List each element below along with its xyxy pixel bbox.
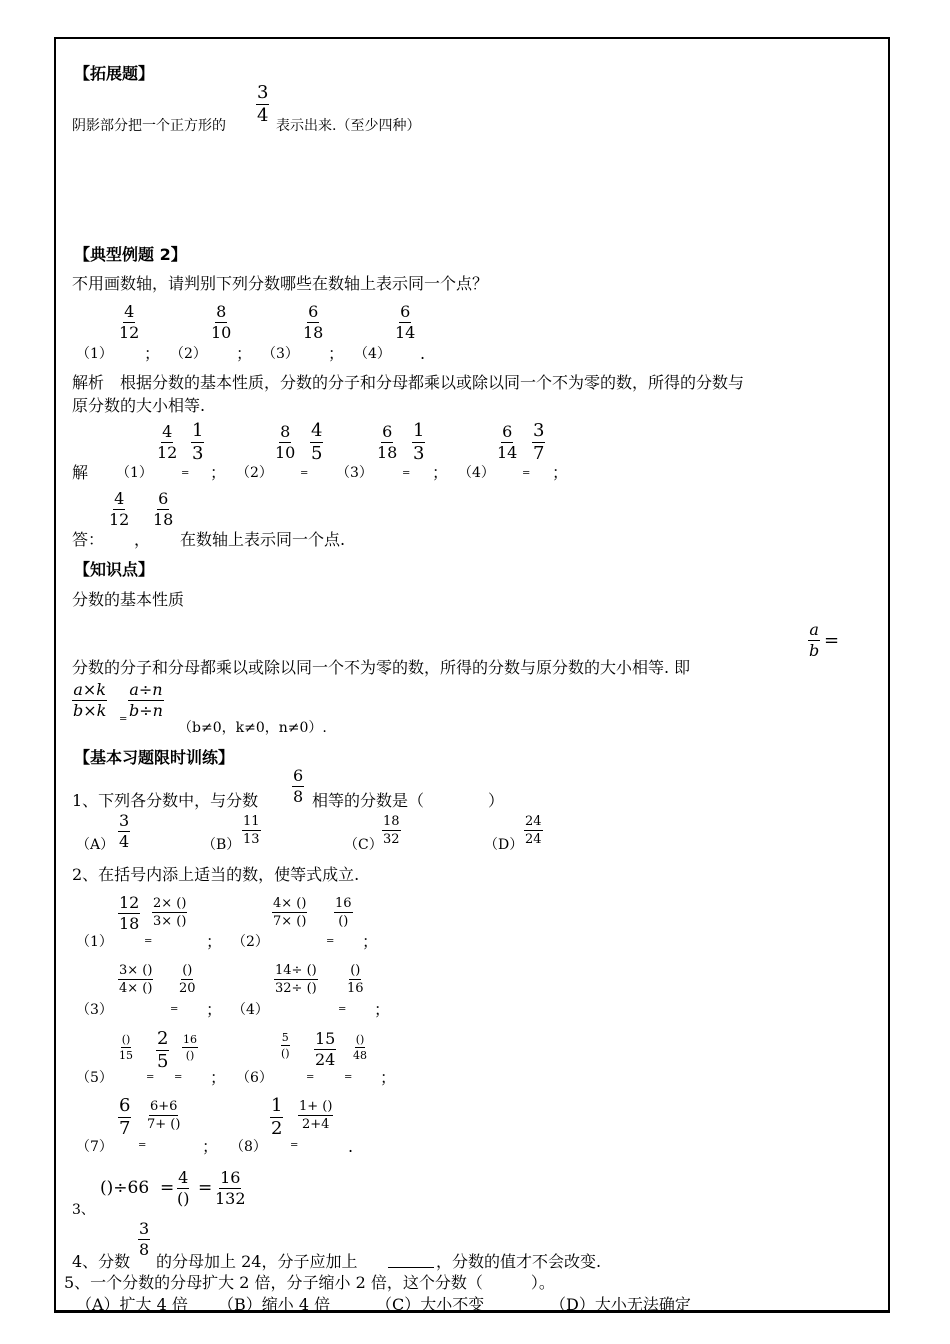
denominator: 2: [271, 1118, 283, 1139]
q3-fraction-2: [214, 1170, 247, 1207]
equals-sign: =: [144, 936, 153, 947]
denominator: 15: [119, 1049, 133, 1062]
q1-option-label-d: （D）: [484, 837, 524, 853]
option-label-1: （1）: [76, 346, 113, 362]
q1-option-fraction-c: [382, 815, 401, 846]
numerator: 3× (): [119, 963, 153, 978]
denominator: 18: [377, 443, 398, 462]
denominator: 4× (): [119, 981, 153, 996]
numerator: 16: [335, 896, 352, 911]
denominator: 10: [211, 323, 232, 342]
knowledge-condition: （b≠0，k≠0，n≠0）.: [178, 720, 327, 736]
q2-item-label-3: （3）: [76, 1002, 113, 1018]
denominator: 12: [119, 323, 140, 342]
knowledge-fraction-ab: [808, 622, 820, 659]
denominator: 32÷ (): [275, 981, 317, 996]
q2-item6-fraction-1: [280, 1032, 291, 1059]
numerator: 6: [158, 489, 169, 508]
q1-text-start: 1、下列各分数中，与分数: [72, 791, 259, 810]
denominator: (): [177, 1189, 190, 1208]
solution-label-3: （3）: [336, 465, 373, 481]
option-label-2: （2）: [170, 346, 207, 362]
solution-label-2: （2）: [236, 465, 273, 481]
numerator: a: [809, 620, 819, 639]
numerator: 4: [114, 489, 125, 508]
denominator: 14: [497, 443, 518, 462]
numerator: 4: [311, 420, 323, 441]
equals-sign: =: [181, 468, 190, 479]
numerator: (): [350, 963, 361, 978]
numerator: 2× (): [153, 896, 187, 911]
tuozhan-fraction: [256, 84, 269, 125]
q2-item-label-1: （1）: [76, 934, 113, 950]
q5-option-d: （D）大小无法确定: [550, 1295, 691, 1314]
q1-text-end: 相等的分数是（ ）: [312, 791, 505, 810]
q2-item-label-7: （7）: [76, 1139, 113, 1155]
q2-item7-fraction-2: [146, 1100, 181, 1131]
semicolon: ；: [552, 463, 569, 482]
knowledge-title: 分数的基本性质: [72, 590, 185, 609]
solution-label: 解: [72, 463, 89, 482]
answer-text: 在数轴上表示同一个点.: [180, 530, 346, 549]
q1-option-label-b: （B）: [202, 837, 241, 853]
equals-sign: =: [344, 1072, 353, 1083]
semicolon: ；: [210, 463, 227, 482]
numerator: 15: [315, 1029, 336, 1048]
analysis-line-2: 原分数的大小相等.: [72, 396, 206, 415]
equals-sign: =: [174, 1072, 183, 1083]
solution-fraction-1b: [191, 422, 204, 463]
answer-fraction-1: [108, 491, 130, 528]
q5-text: 5、一个分数的分母扩大 2 倍，分子缩小 2 倍，这个分数（ ）。: [64, 1273, 555, 1292]
denominator: 5: [311, 443, 323, 464]
q2-item-label-6: （6）: [236, 1070, 273, 1086]
q2-item3-fraction-1: [118, 964, 153, 995]
numerator: a×k: [73, 680, 106, 699]
numerator: 6+6: [150, 1099, 178, 1114]
q2-item5-fraction-2: [156, 1030, 169, 1071]
equals-sign: =: [198, 1178, 213, 1198]
numerator: 4× (): [273, 896, 307, 911]
q2-item-label-8: （8）: [230, 1139, 267, 1155]
q5-option-b: （B）缩小 4 倍: [218, 1295, 331, 1314]
denominator: b×k: [73, 701, 107, 720]
numerator: 6: [502, 422, 513, 441]
solution-label-4: （4）: [458, 465, 495, 481]
tuozhan-question-start: 阴影部分把一个正方形的: [72, 118, 226, 134]
q2-text: 2、在括号内添上适当的数，使等式成立.: [72, 865, 360, 884]
equals-sign: =: [170, 1004, 179, 1015]
numerator: 3: [257, 82, 269, 103]
equals-sign: =: [306, 1072, 315, 1083]
numerator: 16: [183, 1033, 197, 1046]
denominator: 3: [413, 443, 425, 464]
semicolon: ；: [202, 1137, 219, 1156]
equals-sign: =: [146, 1072, 155, 1083]
option-fraction-2: [210, 304, 232, 341]
numerator: a÷n: [129, 680, 163, 699]
denominator: 8: [139, 1240, 150, 1259]
denominator: 7× (): [273, 914, 307, 929]
numerator: 1: [192, 420, 204, 441]
option-label-4: （4）: [354, 346, 391, 362]
equals-sign: =: [338, 1004, 347, 1015]
q5-option-a: （A）扩大 4 倍: [76, 1295, 188, 1314]
knowledge-body: 分数的分子和分母都乘以或除以同一个不为零的数，所得的分数与原分数的大小相等. 即: [72, 658, 691, 677]
numerator: 12: [119, 893, 140, 912]
q2-item-label-4: （4）: [232, 1002, 269, 1018]
denominator: (): [338, 914, 349, 929]
semicolon: ；: [328, 344, 345, 363]
numerator: 14÷ (): [275, 963, 317, 978]
numerator: 16: [220, 1168, 241, 1187]
q1-option-fraction-a: [118, 813, 130, 850]
numerator: 4: [178, 1168, 189, 1187]
denominator: 7+ (): [147, 1117, 181, 1132]
equals-sign: =: [138, 1140, 147, 1151]
denominator: 32: [383, 832, 400, 847]
numerator: 1+ (): [299, 1099, 333, 1114]
knowledge-fraction-k: [72, 682, 107, 719]
answer-fraction-2: [152, 491, 174, 528]
q1-option-fraction-d: [524, 815, 543, 846]
option-label-3: （3）: [262, 346, 299, 362]
numerator: (): [182, 963, 193, 978]
semicolon: ；: [380, 1068, 397, 1087]
numerator: 5: [281, 1031, 289, 1044]
numerator: 3: [139, 1219, 150, 1238]
denominator: 13: [243, 832, 260, 847]
tuozhan-heading: 【拓展题】: [74, 64, 155, 83]
q4-text-start: 4、分数: [72, 1252, 131, 1271]
q2-item8-fraction-1: [270, 1097, 283, 1138]
denominator: 4: [257, 105, 269, 126]
q2-item2-fraction-2: [334, 897, 353, 928]
denominator: (): [185, 1049, 195, 1062]
q2-item1-fraction-2: [152, 897, 187, 928]
equals-sign: =: [326, 936, 335, 947]
semicolon: ；: [206, 1000, 223, 1019]
solution-fraction-2a: [274, 424, 296, 461]
q1-option-label-c: （C）: [344, 837, 383, 853]
solution-fraction-2b: [310, 422, 323, 463]
equals-sign: =: [522, 468, 531, 479]
q4-fraction: [138, 1221, 150, 1258]
denominator: 24: [525, 832, 542, 847]
q2-item-label-2: （2）: [232, 934, 269, 950]
q2-item2-fraction-1: [272, 897, 307, 928]
denominator: b: [809, 641, 820, 660]
q4-text-end: ，分数的值才不会改变.: [436, 1252, 602, 1271]
equals-sign: =: [300, 468, 309, 479]
q4-blank[interactable]: [388, 1253, 434, 1268]
q1-option-label-a: （A）: [76, 837, 115, 853]
solution-label-1: （1）: [116, 465, 153, 481]
analysis-line-1: 解析 根据分数的基本性质，分数的分子和分母都乘以或除以同一个不为零的数，所得的分数与: [72, 373, 745, 392]
tuozhan-question-end: 表示出来.（至少四种）: [276, 118, 421, 134]
q2-item6-fraction-2: [314, 1031, 336, 1068]
q2-item-label-5: （5）: [76, 1070, 113, 1086]
knowledge-fraction-n: [128, 682, 164, 719]
denominator: 18: [303, 323, 324, 342]
semicolon: ；: [362, 932, 379, 951]
q5-option-c: （C）大小不变: [376, 1295, 485, 1314]
q2-item4-fraction-2: [346, 964, 365, 995]
numerator: 3: [119, 811, 130, 830]
period: .: [348, 1137, 354, 1156]
numerator: 1: [413, 420, 425, 441]
q2-item6-fraction-3: [352, 1034, 368, 1061]
denominator: 3× (): [153, 914, 187, 929]
denominator: 48: [353, 1049, 367, 1062]
denominator: 7: [533, 443, 545, 464]
denominator: 8: [293, 787, 304, 806]
solution-fraction-1a: [156, 424, 178, 461]
numerator: 8: [280, 422, 291, 441]
denominator: 5: [157, 1051, 169, 1072]
q2-item1-fraction-1: [118, 895, 140, 932]
numerator: (): [355, 1033, 365, 1046]
denominator: 16: [347, 981, 364, 996]
numerator: 11: [243, 814, 260, 829]
q2-item3-fraction-2: [178, 964, 197, 995]
numerator: (): [121, 1033, 131, 1046]
equals-sign: =: [119, 714, 128, 725]
numerator: 6: [400, 302, 411, 321]
semicolon: ；: [210, 1068, 227, 1087]
q3-lhs: ()÷66: [100, 1178, 150, 1198]
q3-label: 3、: [72, 1202, 95, 1218]
q1-option-fraction-b: [242, 815, 261, 846]
equals-sign: =: [824, 630, 840, 651]
denominator: 12: [109, 510, 130, 529]
denominator: (): [281, 1047, 290, 1060]
numerator: 1: [271, 1095, 283, 1116]
denominator: 20: [179, 981, 196, 996]
denominator: 10: [275, 443, 296, 462]
q1-fraction: [292, 768, 304, 805]
q3-fraction-1: [176, 1170, 190, 1207]
semicolon: ；: [144, 344, 161, 363]
option-fraction-4: [394, 304, 416, 341]
q2-item5-fraction-3: [182, 1034, 198, 1061]
comma: ，: [134, 530, 151, 549]
semicolon: ；: [236, 344, 253, 363]
denominator: 3: [192, 443, 204, 464]
denominator: 132: [215, 1189, 246, 1208]
equals-sign: =: [160, 1178, 175, 1198]
solution-fraction-3b: [412, 422, 425, 463]
numerator: 24: [525, 814, 542, 829]
option-fraction-3: [302, 304, 324, 341]
numerator: 18: [383, 814, 400, 829]
denominator: 18: [153, 510, 174, 529]
numerator: 6: [308, 302, 319, 321]
denominator: 24: [315, 1050, 336, 1069]
option-fraction-1: [118, 304, 140, 341]
semicolon: ；: [206, 932, 223, 951]
solution-fraction-4a: [496, 424, 518, 461]
denominator: 14: [395, 323, 416, 342]
numerator: 8: [216, 302, 227, 321]
denominator: 18: [119, 914, 140, 933]
q2-item5-fraction-1: [118, 1034, 134, 1061]
semicolon: ；: [374, 1000, 391, 1019]
practice-heading: 【基本习题限时训练】: [74, 748, 235, 767]
knowledge-heading: 【知识点】: [74, 560, 155, 579]
example2-question: 不用画数轴，请判别下列分数哪些在数轴上表示同一个点？: [72, 274, 489, 293]
denominator: 2+4: [302, 1117, 330, 1132]
q2-item7-fraction-1: [118, 1097, 131, 1138]
q2-item8-fraction-2: [298, 1100, 333, 1131]
denominator: 4: [119, 832, 130, 851]
q4-text-mid: 的分母加上 24，分子应加上: [156, 1252, 358, 1271]
answer-label: 答：: [72, 530, 105, 549]
numerator: 3: [533, 420, 545, 441]
solution-fraction-3a: [376, 424, 398, 461]
numerator: 6: [382, 422, 393, 441]
denominator: b÷n: [129, 701, 163, 720]
solution-fraction-4b: [532, 422, 545, 463]
numerator: 6: [119, 1095, 131, 1116]
equals-sign: =: [402, 468, 411, 479]
numerator: 4: [162, 422, 173, 441]
q2-item4-fraction-1: [274, 964, 318, 995]
example2-heading: 【典型例题 2】: [74, 245, 187, 264]
equals-sign: =: [290, 1140, 299, 1151]
denominator: 12: [157, 443, 178, 462]
denominator: 7: [119, 1118, 131, 1139]
numerator: 6: [293, 766, 304, 785]
numerator: 2: [157, 1028, 169, 1049]
period: .: [420, 344, 426, 363]
semicolon: ；: [432, 463, 449, 482]
numerator: 4: [124, 302, 135, 321]
